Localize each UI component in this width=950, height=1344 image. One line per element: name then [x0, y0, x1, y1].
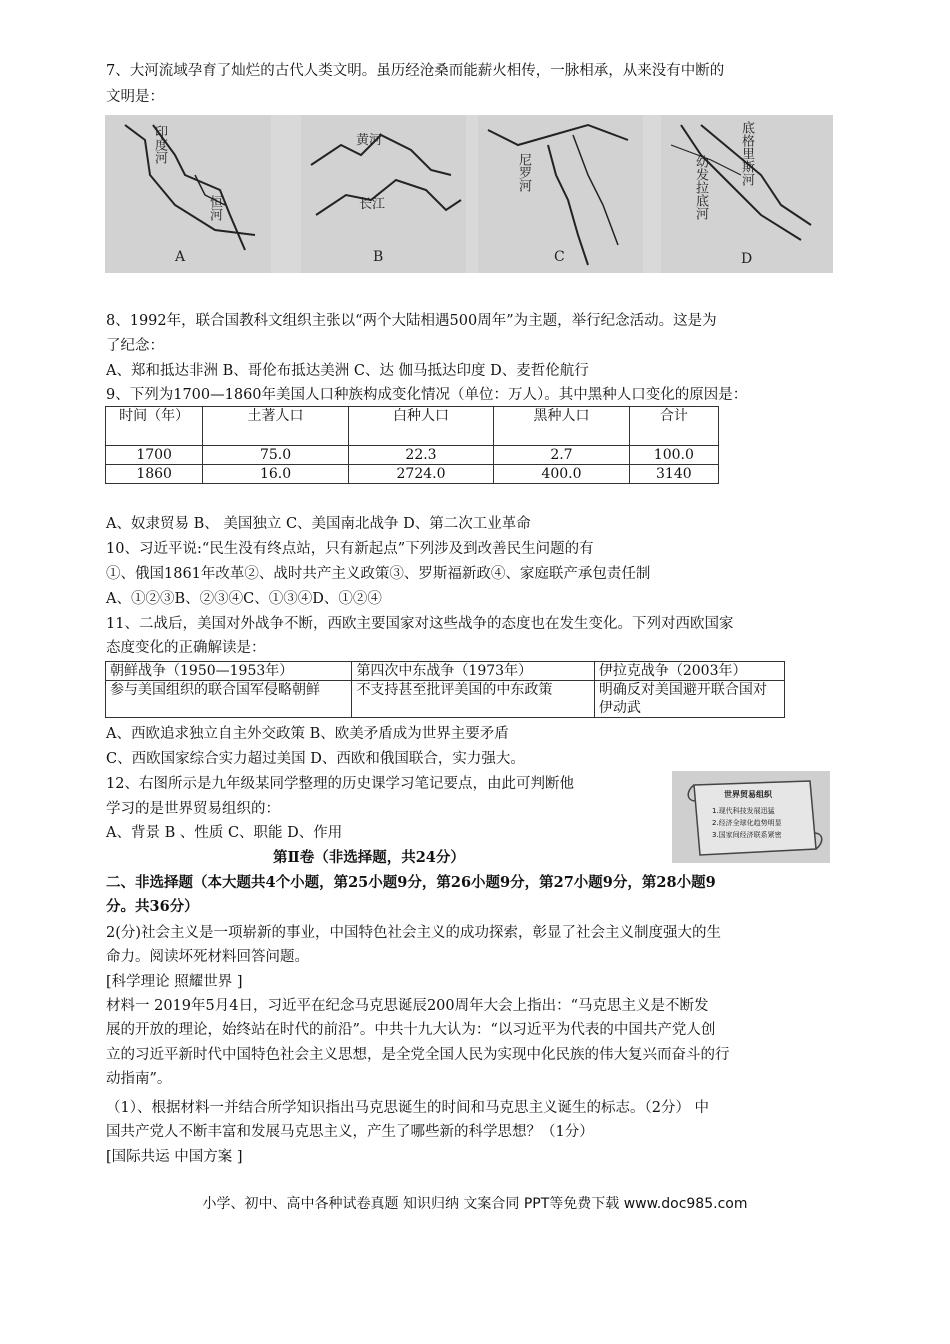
col-header: 合计	[629, 407, 718, 446]
wto-note-image	[672, 771, 830, 863]
table-cell: 不支持甚至批评美国的中东政策	[352, 681, 594, 718]
q11-line1: 11、二战后，美国对外战争不断，西欧主要国家对这些战争的态度也在发生变化。下列对西欧国家	[106, 616, 734, 632]
page-footer: 小学、初中、高中各种试卷真题 知识归纳 文案合同 PPT等免费下载 www.doc985.com	[202, 1196, 748, 1212]
material1-line: 展的开放的理论，始终站在时代的前沿”。中共十九大认为：“以习近平为代表的中国共产党人创	[106, 1022, 716, 1038]
q12-options: A、背景 B 、性质 C、职能 D、作用	[106, 825, 343, 841]
river-nile-label: 尼罗河	[516, 153, 531, 192]
table-row	[106, 446, 719, 465]
q25-line2: 命力。阅读坏死材料回答问题。	[106, 949, 309, 965]
river-yellow-label: 黄河	[356, 133, 383, 148]
col-header: 土著人口	[203, 407, 348, 446]
map-b-letter: B	[373, 249, 384, 265]
river-ganges-label: 恒河	[207, 195, 222, 221]
table-cell: 400.0	[494, 465, 629, 484]
q12-line2: 学习的是世界贸易组织的：	[106, 801, 280, 817]
table-cell: 100.0	[629, 446, 718, 465]
part2-title: 第Ⅱ卷（非选择题，共24分）	[273, 849, 465, 866]
q8-options: A、郑和抵达非洲 B、哥伦布抵达美洲 C、达 伽马抵达印度 D、麦哲伦航行	[106, 363, 589, 379]
q7-line2: 文明是：	[106, 89, 164, 105]
q25-line1: 2(分)社会主义是一项崭新的事业，中国特色社会主义的成功探索，彰显了社会主义制度强大的生	[106, 925, 722, 941]
table-cell: 1700	[106, 446, 203, 465]
wto-note-item: 1.现代科技发展迅猛	[712, 807, 775, 815]
q8-line1: 8、1992年，联合国教科文组织主张以“两个大陆相遇500周年”为主题，举行纪念活动。这是为	[106, 313, 717, 329]
sub-question-1-line: 国共产党人不断丰富和发展马克思主义，产生了哪些新的科学思想？（1分）	[106, 1124, 594, 1140]
river-maps	[105, 115, 833, 273]
table-cell: 1860	[106, 465, 203, 484]
section2-line1: 二、非选择题（本大题共4个小题，第25小题9分，第26小题9分，第27小题9分，第28小题9	[106, 874, 716, 891]
wto-note-item: 2.经济全球化趋势明显	[712, 819, 782, 827]
table-cell: 3140	[629, 465, 718, 484]
col-header: 第四次中东战争（1973年）	[352, 662, 594, 681]
q25-heading1: [科学理论 照耀世界 ]	[106, 974, 243, 990]
table-header-row	[106, 662, 785, 681]
map-d-letter: D	[741, 251, 753, 267]
q11-options-cd: C、西欧国家综合实力超过美国 D、西欧和俄国联合，实力强大。	[106, 751, 525, 767]
table-cell: 2.7	[494, 446, 629, 465]
table-cell: 明确反对美国避开联合国对伊动武	[594, 681, 784, 718]
table-row	[106, 465, 719, 484]
river-tigris-label: 底格里斯河	[739, 121, 754, 186]
material1-line: 动指南”。	[106, 1071, 172, 1087]
q9-options: A、奴隶贸易 B、 美国独立 C、美国南北战争 D、第二次工业革命	[106, 516, 531, 532]
wto-note-item: 3.国家间经济联系紧密	[712, 831, 782, 839]
map-c-letter: C	[554, 249, 565, 265]
map-d	[661, 115, 833, 273]
q25-heading2: [国际共运 中国方案 ]	[106, 1149, 243, 1165]
q11-line2: 态度变化的正确解读是：	[106, 640, 266, 656]
map-a	[105, 115, 271, 273]
q11-options-ab: A、西欧追求独立自主外交政策 B、欧美矛盾成为世界主要矛盾	[106, 726, 509, 742]
col-header: 时间（年）	[106, 407, 203, 446]
population-table	[105, 406, 719, 484]
q10-items: ①、俄国1861年改革②、战时共产主义政策③、罗斯福新政④、家庭联产承包责任制	[106, 566, 651, 582]
river-euphrates-label: 幼发拉底河	[693, 155, 708, 220]
col-header: 伊拉克战争（2003年）	[594, 662, 784, 681]
table-row	[106, 681, 785, 718]
wto-note-title: 世界贸易组织	[724, 790, 772, 799]
material1-line: 材料一 2019年5月4日，习近平在纪念马克思诞辰200周年大会上指出：“马克思主义是不断发	[106, 998, 709, 1014]
river-indus-label: 印度河	[152, 125, 167, 164]
map-a-letter: A	[175, 249, 186, 265]
table-cell: 75.0	[203, 446, 348, 465]
table-cell: 参与美国组织的联合国军侵略朝鲜	[106, 681, 352, 718]
table-cell: 16.0	[203, 465, 348, 484]
q12-line1: 12、右图所示是九年级某同学整理的历史课学习笔记要点，由此可判断他	[106, 776, 574, 792]
q10-options: A、①②③B、②③④C、①③④D、①②④	[106, 591, 382, 607]
wars-table	[105, 661, 785, 718]
table-header-row	[106, 407, 719, 446]
table-cell: 22.3	[348, 446, 493, 465]
col-header: 朝鲜战争（1950—1953年）	[106, 662, 352, 681]
q10-stem: 10、习近平说:“民生没有终点站，只有新起点”下列涉及到改善民生问题的有	[106, 541, 594, 557]
river-yangtze-label: 长江	[359, 197, 386, 212]
material1-line: 立的习近平新时代中国特色社会主义思想，是全党全国人民为实现中化民族的伟大复兴而奋斗的行	[106, 1047, 730, 1063]
q7-line1: 7、大河流域孕育了灿烂的古代人类文明。虽历经沧桑而能薪火相传，一脉相承，从来没有中断的	[106, 63, 725, 79]
col-header: 白种人口	[348, 407, 493, 446]
map-c	[478, 115, 643, 273]
q9-stem: 9、下列为1700—1860年美国人口种族构成变化情况（单位：万人）。其中黑种人口变化的原因是：	[106, 387, 748, 403]
section2-line2: 分。共36分）	[106, 898, 199, 915]
table-cell: 2724.0	[348, 465, 493, 484]
sub-question-1-line: （1）、根据材料一并结合所学知识指出马克思诞生的时间和马克思主义诞生的标志。（2分） 中	[106, 1100, 710, 1116]
map-b	[301, 115, 466, 273]
q8-line2: 了纪念：	[106, 338, 164, 354]
col-header: 黑种人口	[494, 407, 629, 446]
